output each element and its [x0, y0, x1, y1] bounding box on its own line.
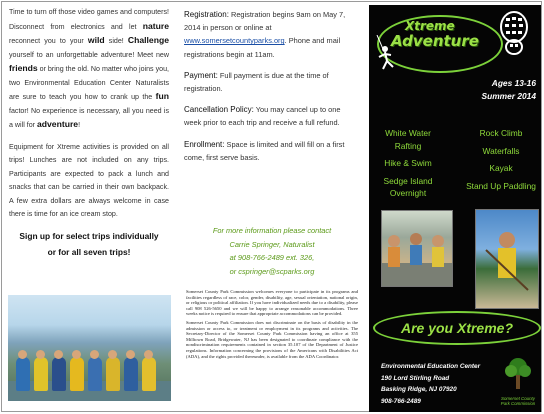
activities-right: [465, 127, 537, 197]
registration-label: Registration:: [184, 10, 229, 19]
activity-item: Hike & Swim: [384, 158, 432, 168]
payment-paragraph: Payment: Full payment is due at the time of registration.: [184, 70, 329, 94]
group-photo: [8, 295, 171, 401]
ages-block: [461, 77, 536, 103]
kayak-photo: [381, 210, 453, 287]
climber-icon: [373, 35, 403, 71]
activity-item: Rock Climb: [479, 128, 523, 138]
tagline-oval: Are you Xtreme?: [373, 311, 541, 345]
enrollment-label: Enrollment:: [184, 139, 225, 149]
policy-paragraph: Somerset County Park Commission does not discriminate on the basis of disability in the admission or access to, or treatment or employment in its programs and activities. The Secretary-Director of the Somerset County Park Commission having an office at 355 Milltown Road, Bridgewater, NJ has been designated to coordinate compliance with the nondiscrimination requirements contained in section 35.107 of the Department of Justice regulations. Information concerning the provisions of the Americans with Disabilities Act (ADA), and the rights provided thereunder, is available from the ADA Coordinator.: [186, 319, 358, 359]
activity-item: Waterfalls: [482, 145, 520, 156]
person-head: [144, 350, 153, 359]
cancellation-label: Cancellation Policy:: [184, 105, 254, 115]
equipment-paragraph: Equipment for Xtreme activities is provided on all trips! Lunches are not included on any trips. Participants are expected to pack a lunch and snacks that can be carried in their own backpack. A few extra dollars are always welcome in case there is time for an ice cream stop.: [9, 142, 169, 218]
person-head: [36, 350, 45, 359]
logo-word-xtreme: Xtreme: [405, 19, 455, 33]
person-head: [54, 350, 63, 359]
enrollment-paragraph: Enrollment: Space is limited and will fill on a first come, first serve basis.: [184, 139, 345, 162]
info-column: [184, 8, 359, 172]
cover-panel: [369, 5, 541, 412]
person-head: [126, 350, 135, 359]
person-head: [108, 350, 117, 359]
ages-range: Ages 13-16: [491, 78, 536, 88]
brochure-sheet: [1, 1, 542, 412]
contact-email[interactable]: or cspringer@scparks.org: [229, 266, 315, 276]
person-figure: [70, 357, 84, 391]
website-link[interactable]: www.somersetcountyparks.org: [184, 36, 285, 46]
policy-paragraph: Somerset County Park Commission welcomes everyone to participate in its programs and facilities regardless of race, color, gender, disability, age, sexual orientation, national origin, or religious or political affiliation. If you have individualized needs due to a disability, please call 908 526-5650 and we will be happy to arrange reasonable accommodations. Three weeks notice is required to ensure that appropriate accommodations can be provided.: [186, 289, 358, 317]
payment-label: Payment:: [184, 70, 218, 80]
person-head: [72, 350, 81, 359]
person-figure: [34, 357, 48, 391]
paddler-photo: [475, 209, 539, 309]
person-figure: [16, 357, 30, 391]
person-figure: [88, 357, 102, 391]
person-head: [18, 350, 27, 359]
activities-left: [373, 127, 443, 205]
signup-callout: Sign up for select trips individually or for all seven trips!: [19, 230, 159, 257]
park-commission-logo: Somerset County Park Commission: [500, 357, 536, 406]
logo-word-adventure: Adventure: [391, 32, 479, 50]
season: Summer 2014: [481, 91, 536, 101]
activity-item: White Water Rafting: [385, 128, 431, 151]
contact-block: For more information please contact Carrie Springer, Naturalist at 908-766-2489 ext. 326, or cspringer@scparks.org: [192, 224, 352, 278]
phone-number: 908-766-2489: [381, 397, 421, 405]
activity-item: Sedge Island Overnight: [383, 175, 433, 198]
person-figure: [52, 357, 66, 391]
intro-column: [9, 6, 169, 260]
registration-paragraph: Registration: Registration begins 9am on May 7, 2014 in person or online at www.somersetcountyparks.org. Phone and mail registrations begin at 11am.: [184, 10, 346, 59]
person-head: [90, 350, 99, 359]
activity-item: Kayak: [489, 163, 513, 173]
policy-text: [186, 289, 358, 362]
address-block: Environmental Education Center 190 Lord Stirling Road Basking Ridge, NJ 07920 908-766-2489: [381, 361, 480, 407]
person-figure: [142, 357, 156, 391]
cancellation-paragraph: Cancellation Policy: You may cancel up to one week prior to each trip and receive a full refund.: [184, 105, 341, 128]
activity-item: Stand Up Paddling: [466, 180, 536, 191]
tree-icon: [503, 357, 533, 391]
intro-paragraph: Time to turn off those video games and computers! Disconnect from electronics and let nature reconnect you to your wild side! Challenge yourself to an unforgettable adventure! Meet new friends or bring the old. No matter who joins you, two Environmental Education Center Naturalists are sure to teach you how to crank up the fun factor! No experience is necessary, all you need is a will for adventure!: [9, 8, 169, 129]
person-figure: [124, 357, 138, 391]
person-figure: [106, 357, 120, 391]
shoe-print-icon: [492, 11, 536, 55]
